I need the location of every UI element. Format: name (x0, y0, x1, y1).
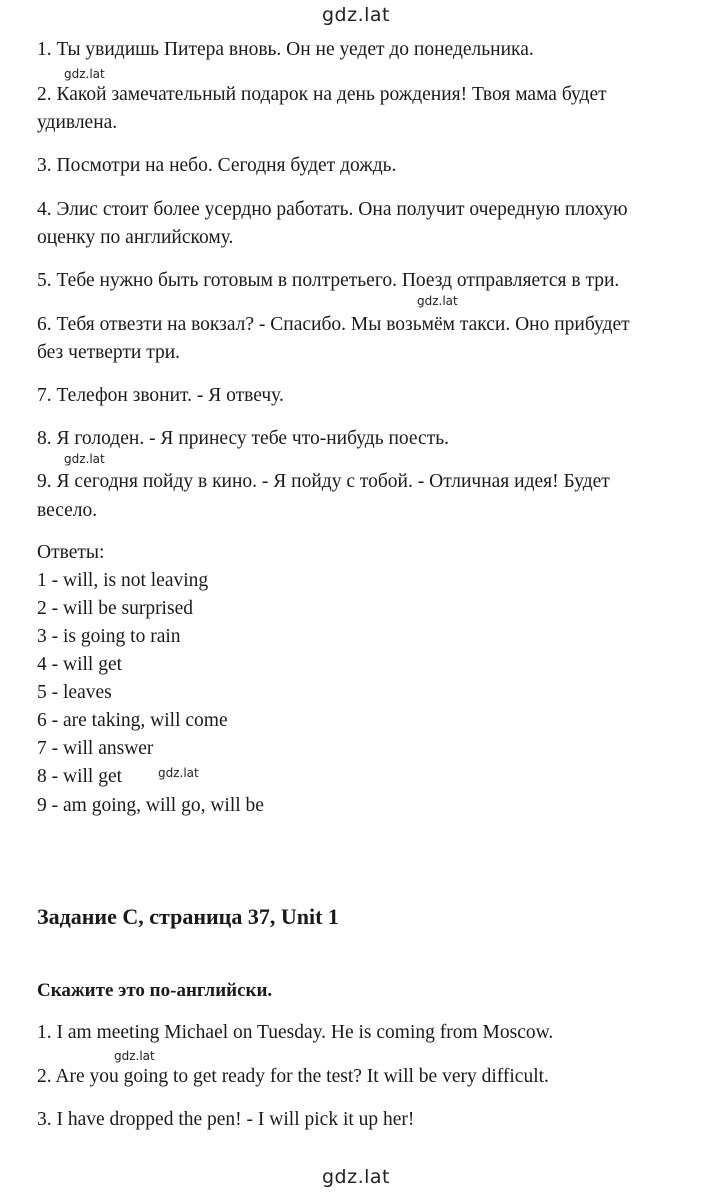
answer-5: 5 - leaves (37, 682, 112, 703)
watermark-small: gdz.lat (114, 1049, 155, 1063)
sentence-4-line-2: оценку по английскому. (37, 227, 234, 248)
task-instruction: Скажите это по-английски. (37, 980, 273, 1001)
answer-1: 1 - will, is not leaving (37, 570, 209, 591)
sentence-6-line-1: 6. Тебя отвезти на вокзал? - Спасибо. Мы возьмём такси. Оно прибудет (37, 314, 630, 335)
answer-6: 6 - are taking, will come (37, 710, 228, 731)
sentence-2-line-2: удивлена. (37, 112, 118, 133)
answer-7: 7 - will answer (37, 738, 154, 759)
english-sentence-2: 2. Are you going to get ready for the test? It will be very difficult. (37, 1066, 549, 1087)
answer-2: 2 - will be surprised (37, 598, 193, 619)
sentence-9-line-1: 9. Я сегодня пойду в кино. - Я пойду с тобой. - Отличная идея! Будет (37, 471, 610, 492)
watermark-small: gdz.lat (158, 766, 199, 780)
sentence-8: 8. Я голоден. - Я принесу тебе что-нибудь поесть. (37, 428, 449, 449)
answer-8: 8 - will get (37, 766, 123, 787)
watermark-top: gdz.lat (322, 4, 391, 26)
sentence-7: 7. Телефон звонит. - Я отвечу. (37, 385, 284, 406)
answer-9: 9 - am going, will go, will be (37, 795, 264, 816)
watermark-bottom: gdz.lat (322, 1166, 391, 1188)
sentence-6-line-2: без четверти три. (37, 342, 181, 363)
english-sentence-3: 3. I have dropped the pen! - I will pick it up her! (37, 1109, 415, 1130)
answers-label: Ответы: (37, 542, 105, 563)
answer-4: 4 - will get (37, 654, 123, 675)
task-heading: Задание C, страница 37, Unit 1 (37, 904, 339, 929)
sentence-2-line-1: 2. Какой замечательный подарок на день рождения! Твоя мама будет (37, 84, 607, 105)
answer-3: 3 - is going to rain (37, 626, 181, 647)
watermark-small: gdz.lat (64, 452, 105, 466)
sentence-5: 5. Тебе нужно быть готовым в полтретьего. Поезд отправляется в три. (37, 270, 620, 291)
watermark-small: gdz.lat (64, 67, 105, 81)
english-sentence-1: 1. I am meeting Michael on Tuesday. He is coming from Moscow. (37, 1022, 554, 1043)
sentence-9-line-2: весело. (37, 500, 98, 521)
sentence-3: 3. Посмотри на небо. Сегодня будет дождь. (37, 155, 397, 176)
watermark-small: gdz.lat (417, 294, 458, 308)
sentence-4-line-1: 4. Элис стоит более усердно работать. Она получит очередную плохую (37, 199, 628, 220)
sentence-1: 1. Ты увидишь Питера вновь. Он не уедет до понедельника. (37, 39, 534, 60)
